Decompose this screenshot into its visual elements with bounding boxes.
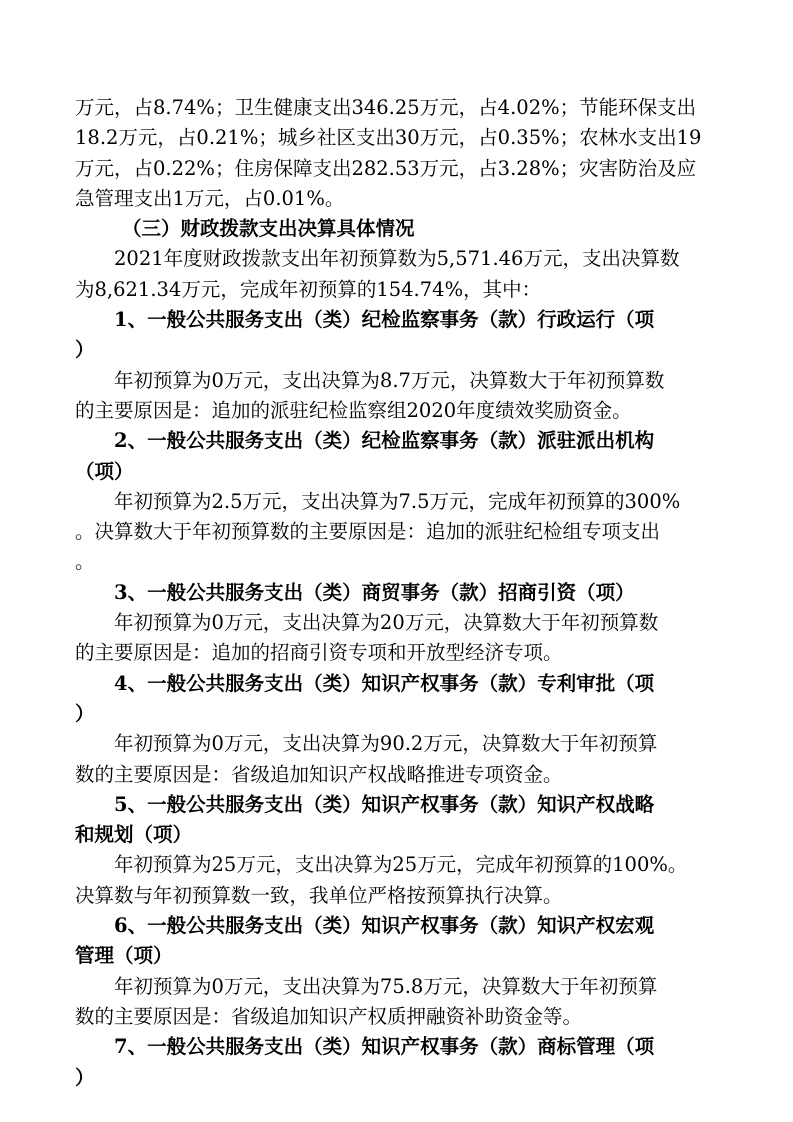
paragraph-line: 年初预算为0万元，支出决算为75.8万元，决算数大于年初预算 xyxy=(114,974,658,998)
section-heading-line: 和规划（项） xyxy=(75,823,193,847)
paragraph-line: 万元，占0.22%；住房保障支出282.53万元，占3.28%；灾害防治及应 xyxy=(75,156,697,180)
paragraph-line: 的主要原因是：追加的派驻纪检监察组2020年度绩效奖励资金。 xyxy=(75,398,632,422)
paragraph-line: 年初预算为0万元，支出决算为20万元，决算数大于年初预算数 xyxy=(114,611,659,635)
section-heading-line: 管理（项） xyxy=(75,944,173,968)
paragraph-line: 万元，占8.74%；卫生健康支出346.25万元，占4.02%；节能环保支出 xyxy=(75,96,697,119)
section-heading-line: ） xyxy=(75,701,95,725)
section-heading-line: 4、一般公共服务支出（类）知识产权事务（款）专利审批（项 xyxy=(114,671,655,695)
paragraph-line: 数的主要原因是：省级追加知识产权战略推进专项资金。 xyxy=(75,762,563,786)
paragraph-line: 年初预算为0万元，支出决算为8.7万元，决算数大于年初预算数 xyxy=(114,368,665,392)
section-heading-line: （项） xyxy=(75,459,134,483)
paragraph-line: 18.2万元，占0.21%；城乡社区支出30万元，占0.35%；农林水支出19 xyxy=(75,126,702,150)
section-heading-line: 1、一般公共服务支出（类）纪检监察事务（款）行政运行（项 xyxy=(114,308,655,332)
paragraph-line: 数的主要原因是：省级追加知识产权质押融资补助资金等。 xyxy=(75,1004,583,1028)
section-heading-line: （三）财政拨款支出决算具体情况 xyxy=(122,217,415,241)
document-body xyxy=(75,93,715,1093)
paragraph-line: 。决算数大于年初预算数的主要原因是：追加的派驻纪检组专项支出 xyxy=(75,520,661,544)
paragraph-line: 年初预算为25万元，支出决算为25万元，完成年初预算的100%。 xyxy=(114,853,688,877)
section-heading-line: 5、一般公共服务支出（类）知识产权事务（款）知识产权战略 xyxy=(114,792,655,816)
paragraph-line: 急管理支出1万元，占0.01%。 xyxy=(75,186,345,210)
section-heading-line: 2、一般公共服务支出（类）纪检监察事务（款）派驻派出机构 xyxy=(114,429,655,453)
paragraph-line: 为8,621.34万元，完成年初预算的154.74%，其中： xyxy=(75,277,542,301)
section-heading-line: 3、一般公共服务支出（类）商贸事务（款）招商引资（项） xyxy=(114,580,635,604)
section-heading-line: 6、一般公共服务支出（类）知识产权事务（款）知识产权宏观 xyxy=(114,914,655,938)
section-heading-line: ） xyxy=(75,338,95,362)
paragraph-line: 年初预算为2.5万元，支出决算为7.5万元，完成年初预算的300% xyxy=(114,489,681,513)
paragraph-line: 年初预算为0万元，支出决算为90.2万元，决算数大于年初预算 xyxy=(114,732,658,756)
paragraph-line: 决算数与年初预算数一致，我单位严格按预算执行决算。 xyxy=(75,883,563,907)
paragraph-line: 的主要原因是：追加的招商引资专项和开放型经济专项。 xyxy=(75,641,563,665)
section-heading-line: ） xyxy=(75,1065,95,1089)
paragraph-line: 2021年度财政拨款支出年初预算数为5,571.46万元，支出决算数 xyxy=(114,247,680,271)
section-heading-line: 7、一般公共服务支出（类）知识产权事务（款）商标管理（项 xyxy=(114,1035,655,1059)
paragraph-line: 。 xyxy=(75,550,95,574)
